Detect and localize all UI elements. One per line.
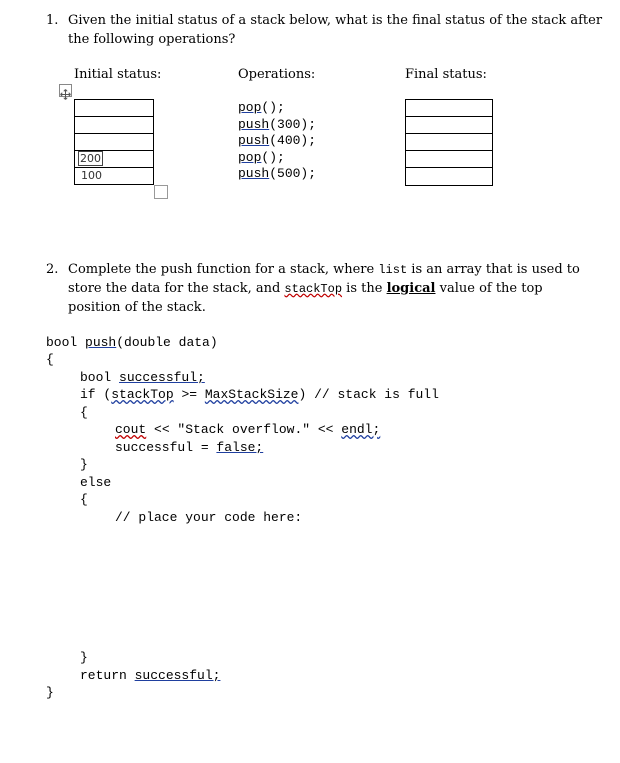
code-else-close-brace: } xyxy=(80,650,88,665)
code-signature xyxy=(46,334,218,351)
operation-fn: pop xyxy=(238,100,262,115)
operations-list xyxy=(238,100,316,183)
code-token: false; xyxy=(216,440,264,455)
q1-text-line1: Given the initial status of a stack below, what is the final status of the stack after xyxy=(68,13,603,28)
final-stack-cell[interactable] xyxy=(405,167,493,186)
q2-bold-term: logical xyxy=(386,281,436,296)
code-token: << "Stack overflow." << xyxy=(146,422,342,437)
initial-status-header: Initial status: xyxy=(74,67,162,82)
initial-stack-cell[interactable] xyxy=(74,133,154,151)
table-resize-handle[interactable] xyxy=(154,185,168,199)
q2-code-term: stackTop xyxy=(284,282,343,296)
q2-code-term: list xyxy=(378,263,408,277)
q2-text: store the data for the stack, and xyxy=(68,281,285,296)
q1-number: 1. xyxy=(46,13,59,28)
operation-args: (300); xyxy=(269,116,317,132)
code-comment: // place your code here: xyxy=(115,510,303,525)
operation-fn: push xyxy=(238,133,270,148)
operation-args: (); xyxy=(261,100,285,115)
code-close-brace: } xyxy=(46,685,54,700)
q1-text-line2: the following operations? xyxy=(68,32,236,47)
code-token: >= xyxy=(173,387,205,402)
final-stack-cell[interactable] xyxy=(405,150,493,168)
operation-fn: push xyxy=(238,166,270,181)
initial-stack-cell[interactable]: 100 xyxy=(74,167,154,185)
code-token: return xyxy=(80,668,135,683)
operation-line xyxy=(238,100,316,117)
code-token: if ( xyxy=(80,387,112,402)
final-stack-cell[interactable] xyxy=(405,99,493,117)
initial-stack-cell[interactable] xyxy=(74,150,154,168)
q2-text-line3: position of the stack. xyxy=(68,300,206,315)
code-token: ) // stack is full xyxy=(298,387,439,402)
initial-stack-cell[interactable] xyxy=(74,99,154,117)
operation-line xyxy=(238,133,316,150)
code-token: MaxStackSize xyxy=(204,387,299,402)
final-stack-cell[interactable] xyxy=(405,133,493,151)
code-if-close-brace: } xyxy=(80,457,88,472)
q2-number: 2. xyxy=(46,262,59,277)
q2-text-line2 xyxy=(68,279,543,299)
code-cout-line xyxy=(115,421,380,438)
code-token: push xyxy=(85,335,117,350)
operation-fn: pop xyxy=(238,149,262,165)
operation-args: (400); xyxy=(269,133,317,148)
code-token: successful; xyxy=(119,370,205,385)
code-return-line xyxy=(80,667,220,684)
code-else: else xyxy=(80,475,112,490)
q2-text: value of the top xyxy=(435,281,543,296)
code-token: cout xyxy=(115,422,147,437)
code-token: bool xyxy=(46,335,86,350)
table-move-handle[interactable] xyxy=(59,84,72,97)
code-if-open-brace: { xyxy=(80,405,88,420)
operation-fn: push xyxy=(238,116,270,132)
q2-text: is an array that is used to xyxy=(407,262,580,277)
code-token: successful; xyxy=(134,668,221,683)
final-stack-cell[interactable] xyxy=(405,116,493,134)
q2-text-line1 xyxy=(68,260,580,280)
code-token: endl; xyxy=(341,422,381,437)
code-assign-line xyxy=(115,439,263,456)
operation-line xyxy=(238,150,316,167)
code-if-line xyxy=(80,386,439,403)
final-status-header: Final status: xyxy=(405,67,487,82)
q2-text: Complete the push function for a stack, where xyxy=(68,262,379,277)
initial-stack-cell[interactable] xyxy=(74,116,154,134)
code-declaration xyxy=(80,369,205,386)
operations-header: Operations: xyxy=(238,67,316,82)
cell-value: 200 xyxy=(80,152,101,165)
code-token: stackTop xyxy=(111,387,174,402)
code-else-open-brace: { xyxy=(80,492,88,507)
operation-args: (); xyxy=(261,149,285,165)
move-icon xyxy=(60,89,71,100)
code-token: successful = xyxy=(115,440,217,455)
code-open-brace: { xyxy=(46,352,54,367)
operation-line xyxy=(238,117,316,134)
operation-args: (500); xyxy=(269,166,317,181)
code-token: bool xyxy=(80,370,120,385)
code-token: (double data) xyxy=(116,335,218,350)
q2-text: is the xyxy=(342,281,387,296)
operation-line xyxy=(238,166,316,183)
